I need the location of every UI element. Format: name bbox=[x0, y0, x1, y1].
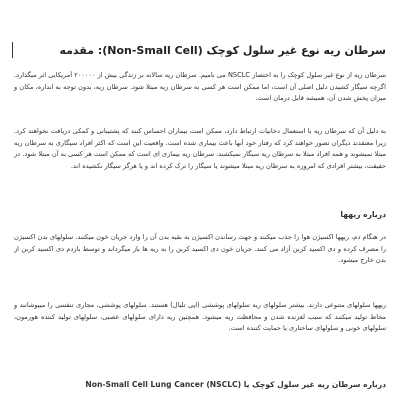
intro-paragraph-1: سرطان ریه از نوع غیر سلول کوچک را به اختصار NSCLC می نامیم. سرطان ریه سالانه بر زندگی بیش از ۲۰۰۰۰۰ آمریکایی اثر میگذارد. اگرچه سیگار کشیدن دلیل اصلی آن است، اما ممکن است هر کسی به سرطان ریه مبتلا شود. سرطان ریه، بدون توجه به اندازه، مکان و میزان پخش شدن آن، همیشه قابل درمان است. bbox=[14, 71, 386, 103]
document-title: سرطان ریه نوع غیر سلول کوچک (Non-Small Cell): مقدمه bbox=[59, 44, 386, 57]
lungs-paragraph-2: ریهها سلولهای متنوعی دارند. بیشتر سلولهای ریه سلولهای پوششی (اپی تلیال) هستند. سلولهای پوششی، مجاری تنفسی را میپوشانند و مخاط تولید میکنند که سبب لغزنده شدن و محافظت ریه میشود. همچنین ریه دارای سلولهای عصبی، سلولهای تولید کننده هورمون، سلولهای خونی و سلولهای ساختاری یا حمایت کننده است. bbox=[14, 301, 386, 333]
lungs-paragraph-1: در هنگام دم، ریهها اکسیژن هوا را جذب میکنند و جهت رساندن اکسیژن به بقیه بدن آن را وارد جریان خون میکنند. سلولهای بدن اکسیژن را مصرف کرده و دی اکسید کربن آزاد می کنند. جریان خون دی اکسید کربن را به ریه ها باز میگرداند و توسط بازدم دی اکسید کربن از بدن خارج میشود. bbox=[14, 233, 386, 265]
text-cursor bbox=[12, 42, 13, 58]
section-heading-about-lungs: درباره ریهها bbox=[340, 210, 386, 219]
intro-paragraph-2: به دلیل آن که سرطان ریه با استعمال دخانیات ارتباط دارد، ممکن است بیماران احساس کنند که پشتیبانی و کمکی دریافت نخواهند کرد. زیرا معتقدند دیگران تصور خواهند کرد که رفتار خود آنها باعث بیماری شده است. واقعیت این است که اکثر افراد سیگاری به سرطان ریه مبتلا نمیشوند و همه افراد مبتلا به سرطان ریه سیگار نمیکشند. سرطان ریه بیماری ای است که ممکن است هر کسی به آن مبتلا شود. در حقیقت، بیشتر افرادی که امروزه به سرطان ریه مبتلا میشوند یا سیگار را ترک کرده اند و یا هرگز سیگار نکشیده اند. bbox=[14, 127, 386, 170]
section-heading-about-nsclc: درباره سرطان ریه غیر سلول کوچک یا Non-Small Cell Lung Cancer (NSCLC) bbox=[85, 380, 386, 389]
